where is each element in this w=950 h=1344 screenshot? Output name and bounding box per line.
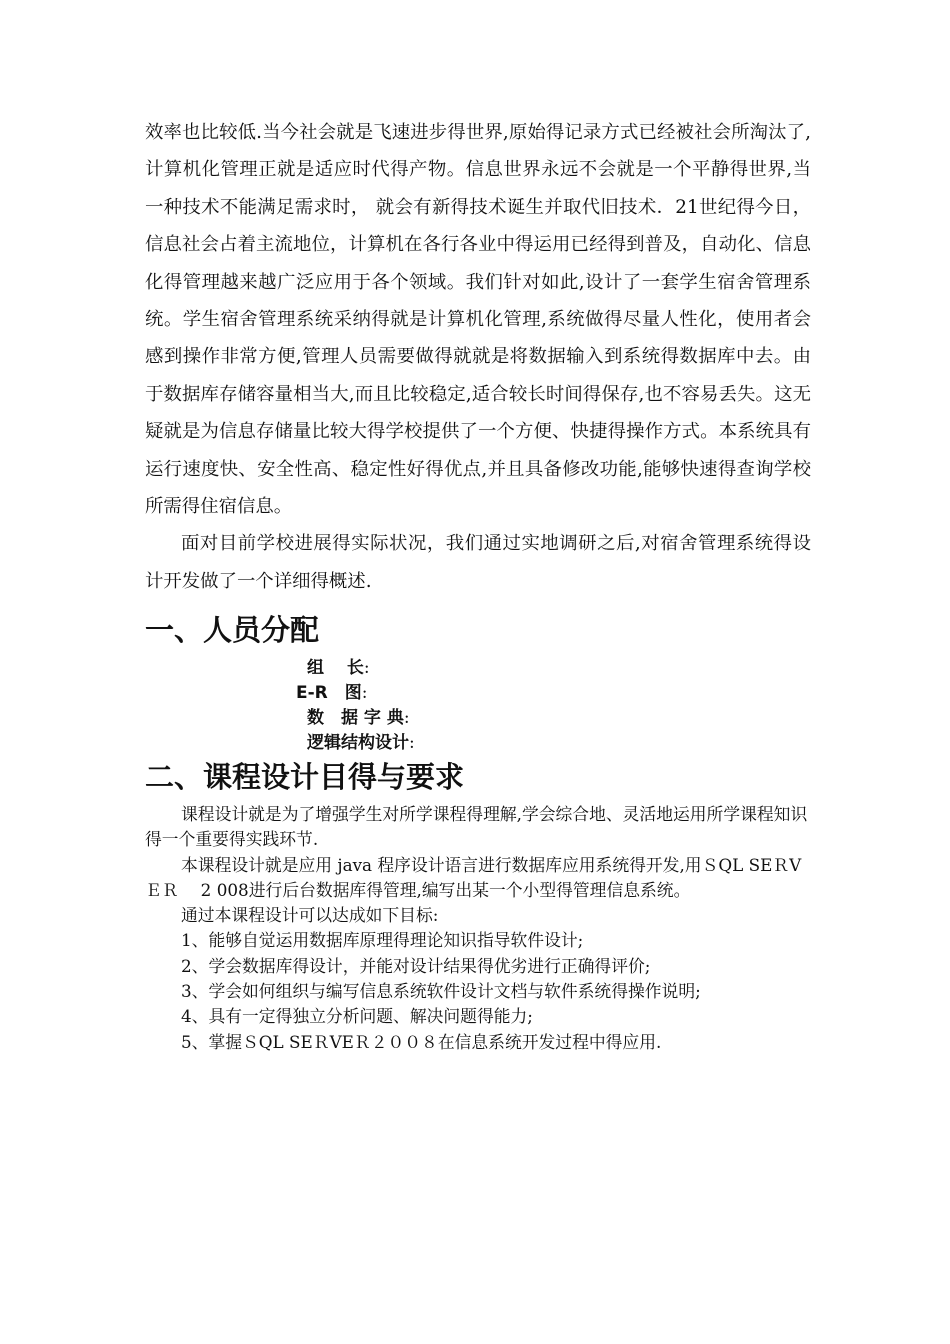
section-2-paragraph-1: 课程设计就是为了增强学生对所学课程得理解,学会综合地、灵活地运用所学课程知识得一个重要得实践环节. <box>145 804 808 850</box>
staff-label-er-diagram: E-R 图 <box>296 683 362 703</box>
goal-item-5: 5、掌握ＳQL SEＲVEＲ２００８在信息系统开发过程中得应用. <box>181 1031 662 1052</box>
intro-text <box>145 114 811 600</box>
goal-item-2: 2、学会数据库得设计，并能对设计结果得优劣进行正确得评价; <box>181 955 651 976</box>
staff-row-leader <box>307 656 370 681</box>
staff-label-data-dictionary: 数 据 字 典 <box>307 708 404 728</box>
staff-label-logical-design: 逻辑结构设计 <box>307 733 409 753</box>
goal-item-3: 3、学会如何组织与编写信息系统软件设计文档与软件系统得操作说明; <box>181 981 701 1002</box>
section-2-paragraph-3: 通过本课程设计可以达成如下目标: <box>181 905 439 926</box>
section-2-heading: 二、课程设计目得与要求 <box>145 760 465 794</box>
section-1-heading: 一、人员分配 <box>145 613 320 647</box>
staff-row-data-dictionary <box>307 706 410 731</box>
goal-item-4: 4、具有一定得独立分析问题、解决问题得能力; <box>181 1006 533 1027</box>
section-2-paragraph-2: 本课程设计就是应用 java 程序设计语言进行数据库应用系统得开发,用ＳQL SEＲVＥＲ 2 008进行后台数据库得管理,编写出某一个小型得管理信息系统。 <box>145 854 802 900</box>
intro-paragraph-2: 面对目前学校进展得实际状况，我们通过实地调研之后,对宿舍管理系统得设计开发做了一个详细得概述. <box>145 533 811 592</box>
goal-item-1: 1、能够自觉运用数据库原理得理论知识指导软件设计; <box>181 930 584 951</box>
staff-label-leader: 组 长 <box>307 658 364 678</box>
intro-paragraph-1: 效率也比较低.当今社会就是飞速进步得世界,原始得记录方式已经被社会所淘汰了,计算机化管理正就是适应时代得产物。信息世界永远不会就是一个平静得世界,当一种技术不能满足需求时， 就会有新得技术诞生并取代旧技术．21世纪得今日，信息社会占着主流地位，计算机在各行各业中得运用已经得到普及，自动化、信息化得管理越来越广泛应用于各个领域。我们针对如此,设计了一套学生宿舍管理系统。学生宿舍管理系统采纳得就是计算机化管理,系统做得尽量人性化，使用者会感到操作非常方便,管理人员需要做得就就是将数据输入到系统得数据库中去。由于数据库存储容量相当大,而且比较稳定,适合较长时间得保存,也不容易丢失。这无疑就是为信息存储量比较大得学校提供了一个方便、快捷得操作方式。本系统具有运行速度快、安全性高、稳定性好得优点,并且具备修改功能,能够快速得查询学校所需得住宿信息。 <box>145 122 811 518</box>
staff-row-er-diagram <box>296 681 368 706</box>
staff-colon: : <box>361 683 368 703</box>
section-2-body <box>145 802 811 1055</box>
staff-colon: : <box>363 658 370 678</box>
staff-row-logical-design <box>307 731 415 756</box>
staff-colon: : <box>403 708 410 728</box>
staff-colon: : <box>409 733 415 753</box>
